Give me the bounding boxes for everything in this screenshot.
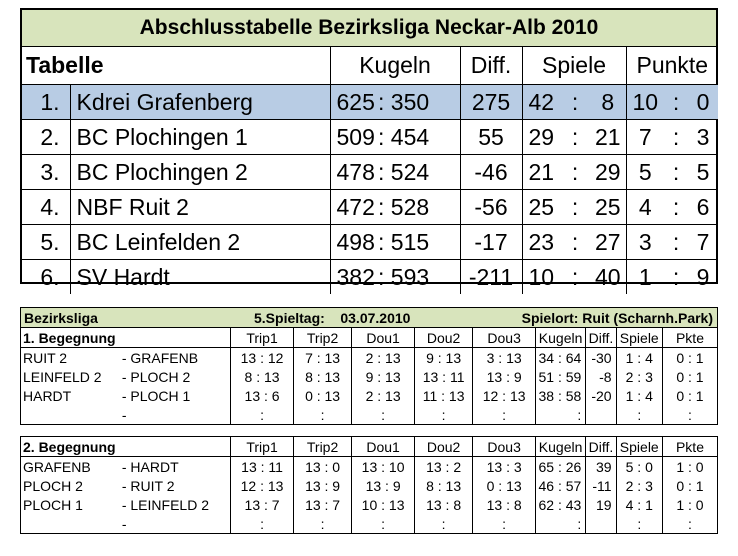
column-header: Trip2 [293, 328, 352, 348]
score-cell: 9 : 13 [352, 367, 415, 386]
rank-cell: 4. [22, 190, 70, 225]
venue-label: Spielort: Ruit (Scharnh.Park) [521, 309, 713, 326]
score-cell: 3 : 13 [473, 348, 536, 368]
spiele-won-cell: 29 [522, 120, 560, 155]
kugeln-against-cell: : 350 [378, 85, 460, 120]
score-cell: 10 : 13 [352, 495, 415, 514]
score-cell: 13 : 2 [414, 457, 473, 477]
game-row [21, 457, 717, 477]
kugeln-against-cell: : 593 [378, 260, 460, 295]
punkte-lost-cell: 9 [688, 260, 718, 295]
spiele-lost-cell: 29 [590, 155, 626, 190]
team-cell: BC Plochingen 1 [70, 120, 330, 155]
score-cell: 4 : 1 [616, 495, 662, 514]
spiele-colon: : [560, 260, 590, 295]
score-cell: 8 : 13 [293, 367, 352, 386]
home-team [21, 514, 120, 533]
punkte-colon: : [664, 225, 688, 260]
score-cell: 65 : 26 [535, 457, 585, 477]
score-cell: 2 : 13 [352, 348, 415, 368]
score-cell: 13 : 10 [352, 457, 415, 477]
kugeln-against-cell: : 528 [378, 190, 460, 225]
team-cell: Kdrei Grafenberg [70, 85, 330, 120]
header-tabelle: Tabelle [26, 52, 104, 78]
score-cell: : [231, 405, 294, 424]
rank-cell: 3. [22, 155, 70, 190]
punkte-colon: : [664, 85, 688, 120]
game-row [21, 348, 717, 368]
home-team: RUIT 2 [23, 349, 68, 366]
kugeln-for-cell: 625 [330, 85, 378, 120]
spiele-won-cell: 23 [522, 225, 560, 260]
encounter-1-table [21, 328, 717, 424]
standings-header-row [22, 47, 718, 85]
standings-title: Abschlusstabelle Bezirksliga Neckar-Alb 2010 [22, 10, 716, 47]
score-cell: 13 : 7 [231, 495, 294, 514]
spiele-lost-cell: 27 [590, 225, 626, 260]
spiele-colon: : [560, 85, 590, 120]
kugeln-for-cell: 472 [330, 190, 378, 225]
encounter-title: 1. Begegnung [21, 328, 231, 348]
home-team: PLOCH 1 [23, 496, 83, 513]
score-cell: 13 : 11 [414, 367, 473, 386]
column-header: Trip1 [231, 328, 294, 348]
punkte-won-cell: 7 [626, 120, 664, 155]
away-team: - HARDT [121, 458, 179, 475]
score-cell: 51 : 59 [535, 367, 585, 386]
team-cell: BC Plochingen 2 [70, 155, 330, 190]
column-header: Dou1 [352, 328, 415, 348]
score-cell: -20 [586, 386, 616, 405]
spiele-lost-cell: 25 [590, 190, 626, 225]
punkte-won-cell: 4 [626, 190, 664, 225]
encounter-header-row [21, 328, 717, 348]
score-cell: 13 : 8 [473, 495, 536, 514]
score-cell: : [231, 514, 294, 533]
score-cell: : [616, 405, 662, 424]
punkte-lost-cell: 5 [688, 155, 718, 190]
encounter-2-table [21, 437, 717, 533]
punkte-colon: : [664, 260, 688, 295]
punkte-lost-cell: 3 [688, 120, 718, 155]
score-cell: 38 : 58 [535, 386, 585, 405]
column-header: Diff. [586, 328, 616, 348]
kugeln-for-cell: 382 [330, 260, 378, 295]
column-header: Dou1 [352, 437, 415, 457]
punkte-won-cell: 10 [626, 85, 664, 120]
column-header: Pkte [662, 328, 717, 348]
away-team: - PLOCH 2 [121, 368, 191, 385]
score-cell: 8 : 13 [231, 367, 294, 386]
score-cell: 12 : 13 [473, 386, 536, 405]
score-cell: 1 : 0 [662, 495, 717, 514]
score-cell: 13 : 9 [293, 476, 352, 495]
score-cell: 0 : 1 [662, 476, 717, 495]
league-label: Bezirksliga [24, 309, 98, 326]
score-cell: 1 : 0 [662, 457, 717, 477]
score-cell: 13 : 0 [293, 457, 352, 477]
score-cell: 13 : 3 [473, 457, 536, 477]
score-cell: 13 : 6 [231, 386, 294, 405]
standings-row [22, 225, 718, 260]
score-cell: 34 : 64 [535, 348, 585, 368]
standings-row [22, 155, 718, 190]
score-cell: 13 : 7 [293, 495, 352, 514]
spiele-won-cell: 10 [522, 260, 560, 295]
column-header: Diff. [586, 437, 616, 457]
spiele-won-cell: 42 [522, 85, 560, 120]
matchday-date: 03.07.2010 [340, 309, 411, 326]
home-team: LEINFELD 2 [23, 368, 102, 385]
rank-cell: 2. [22, 120, 70, 155]
header-punkte: Punkte [626, 47, 718, 85]
score-cell: 0 : 1 [662, 367, 717, 386]
score-cell: 0 : 13 [293, 386, 352, 405]
matchday-label [254, 310, 474, 326]
game-row [21, 495, 717, 514]
score-cell: 9 : 13 [414, 348, 473, 368]
home-team: PLOCH 2 [23, 477, 83, 494]
punkte-colon: : [664, 120, 688, 155]
spiele-colon: : [560, 190, 590, 225]
header-diff: Diff. [460, 47, 522, 85]
away-team: - RUIT 2 [121, 477, 175, 494]
score-cell: 2 : 13 [352, 386, 415, 405]
encounter-2-panel [20, 436, 718, 534]
column-header: Trip2 [293, 437, 352, 457]
punkte-won-cell: 1 [626, 260, 664, 295]
matchday-bar [21, 308, 717, 328]
punkte-won-cell: 3 [626, 225, 664, 260]
encounter-header-row [21, 437, 717, 457]
column-header: Spiele [616, 437, 662, 457]
matchday-day: 5.Spieltag: [254, 309, 325, 326]
game-row [21, 405, 717, 424]
column-header: Dou3 [473, 328, 536, 348]
kugeln-for-cell: 478 [330, 155, 378, 190]
spiele-lost-cell: 8 [590, 85, 626, 120]
score-cell: : [662, 405, 717, 424]
score-cell: 0 : 1 [662, 348, 717, 368]
spiele-colon: : [560, 155, 590, 190]
standings-table [20, 8, 718, 290]
score-cell: 5 : 0 [616, 457, 662, 477]
score-cell: 13 : 12 [231, 348, 294, 368]
encounter-1-panel [20, 307, 718, 425]
score-cell: : [293, 514, 352, 533]
away-team: - LEINFELD 2 [121, 496, 209, 513]
score-cell [586, 514, 616, 533]
standings-grid [22, 47, 718, 294]
away-team: - GRAFENB [121, 349, 199, 366]
score-cell: 8 : 13 [414, 476, 473, 495]
score-cell: -8 [586, 367, 616, 386]
away-team: - [121, 515, 127, 532]
game-row [21, 476, 717, 495]
column-header: Spiele [616, 328, 662, 348]
score-cell: 39 [586, 457, 616, 477]
score-cell: -30 [586, 348, 616, 368]
score-cell: : [414, 405, 473, 424]
punkte-won-cell: 5 [626, 155, 664, 190]
score-cell: : [473, 405, 536, 424]
rank-cell: 5. [22, 225, 70, 260]
home-team: HARDT [23, 387, 72, 404]
kugeln-for-cell: 509 [330, 120, 378, 155]
punkte-lost-cell: 7 [688, 225, 718, 260]
kugeln-against-cell: : 524 [378, 155, 460, 190]
score-cell: 46 : 57 [535, 476, 585, 495]
home-team: GRAFENB [23, 458, 91, 475]
score-cell: 0 : 1 [662, 386, 717, 405]
standings-row [22, 120, 718, 155]
column-header: Dou2 [414, 328, 473, 348]
team-cell: BC Leinfelden 2 [70, 225, 330, 260]
score-cell: 13 : 8 [414, 495, 473, 514]
score-cell: : [616, 514, 662, 533]
diff-cell: -56 [460, 190, 522, 225]
score-cell: 0 : 13 [473, 476, 536, 495]
diff-cell: -211 [460, 260, 522, 295]
spiele-colon: : [560, 225, 590, 260]
spiele-won-cell: 21 [522, 155, 560, 190]
score-cell: 11 : 13 [414, 386, 473, 405]
column-header: Dou3 [473, 437, 536, 457]
diff-cell: 55 [460, 120, 522, 155]
diff-cell: -17 [460, 225, 522, 260]
away-team: - PLOCH 1 [121, 387, 191, 404]
score-cell: 2 : 3 [616, 476, 662, 495]
score-cell: -11 [586, 476, 616, 495]
standings-row [22, 260, 718, 295]
home-team [21, 405, 120, 424]
punkte-lost-cell: 0 [688, 85, 718, 120]
kugeln-against-cell: : 454 [378, 120, 460, 155]
away-team: - [121, 406, 127, 423]
score-cell [586, 405, 616, 424]
standings-row [22, 190, 718, 225]
kugeln-for-cell: 498 [330, 225, 378, 260]
column-header: Dou2 [414, 437, 473, 457]
punkte-lost-cell: 6 [688, 190, 718, 225]
kugeln-against-cell: : 515 [378, 225, 460, 260]
rank-cell: 1. [22, 85, 70, 120]
score-cell: 7 : 13 [293, 348, 352, 368]
diff-cell: -46 [460, 155, 522, 190]
score-cell: 1 : 4 [616, 348, 662, 368]
score-cell: : [352, 514, 415, 533]
header-spiele: Spiele [522, 47, 626, 85]
game-row [21, 514, 717, 533]
score-cell: 62 : 43 [535, 495, 585, 514]
score-cell: : [293, 405, 352, 424]
score-cell: : [473, 514, 536, 533]
column-header: Kugeln [535, 437, 585, 457]
score-cell: 13 : 11 [231, 457, 294, 477]
column-header: Kugeln [535, 328, 585, 348]
column-header: Pkte [662, 437, 717, 457]
rank-cell: 6. [22, 260, 70, 295]
team-cell: SV Hardt [70, 260, 330, 295]
score-cell: : [535, 405, 585, 424]
score-cell: 2 : 3 [616, 367, 662, 386]
score-cell: 12 : 13 [231, 476, 294, 495]
score-cell: : [352, 405, 415, 424]
score-cell: 19 [586, 495, 616, 514]
score-cell: 1 : 4 [616, 386, 662, 405]
spiele-colon: : [560, 120, 590, 155]
score-cell: : [662, 514, 717, 533]
standings-row [22, 85, 718, 120]
diff-cell: 275 [460, 85, 522, 120]
game-row [21, 386, 717, 405]
punkte-colon: : [664, 155, 688, 190]
punkte-colon: : [664, 190, 688, 225]
column-header: Trip1 [231, 437, 294, 457]
score-cell: 13 : 9 [473, 367, 536, 386]
spiele-won-cell: 25 [522, 190, 560, 225]
game-row [21, 367, 717, 386]
encounter-title: 2. Begegnung [21, 437, 231, 457]
score-cell: 13 : 9 [352, 476, 415, 495]
score-cell: : [535, 514, 585, 533]
header-kugeln: Kugeln [330, 47, 460, 85]
score-cell: : [414, 514, 473, 533]
spiele-lost-cell: 40 [590, 260, 626, 295]
team-cell: NBF Ruit 2 [70, 190, 330, 225]
spiele-lost-cell: 21 [590, 120, 626, 155]
